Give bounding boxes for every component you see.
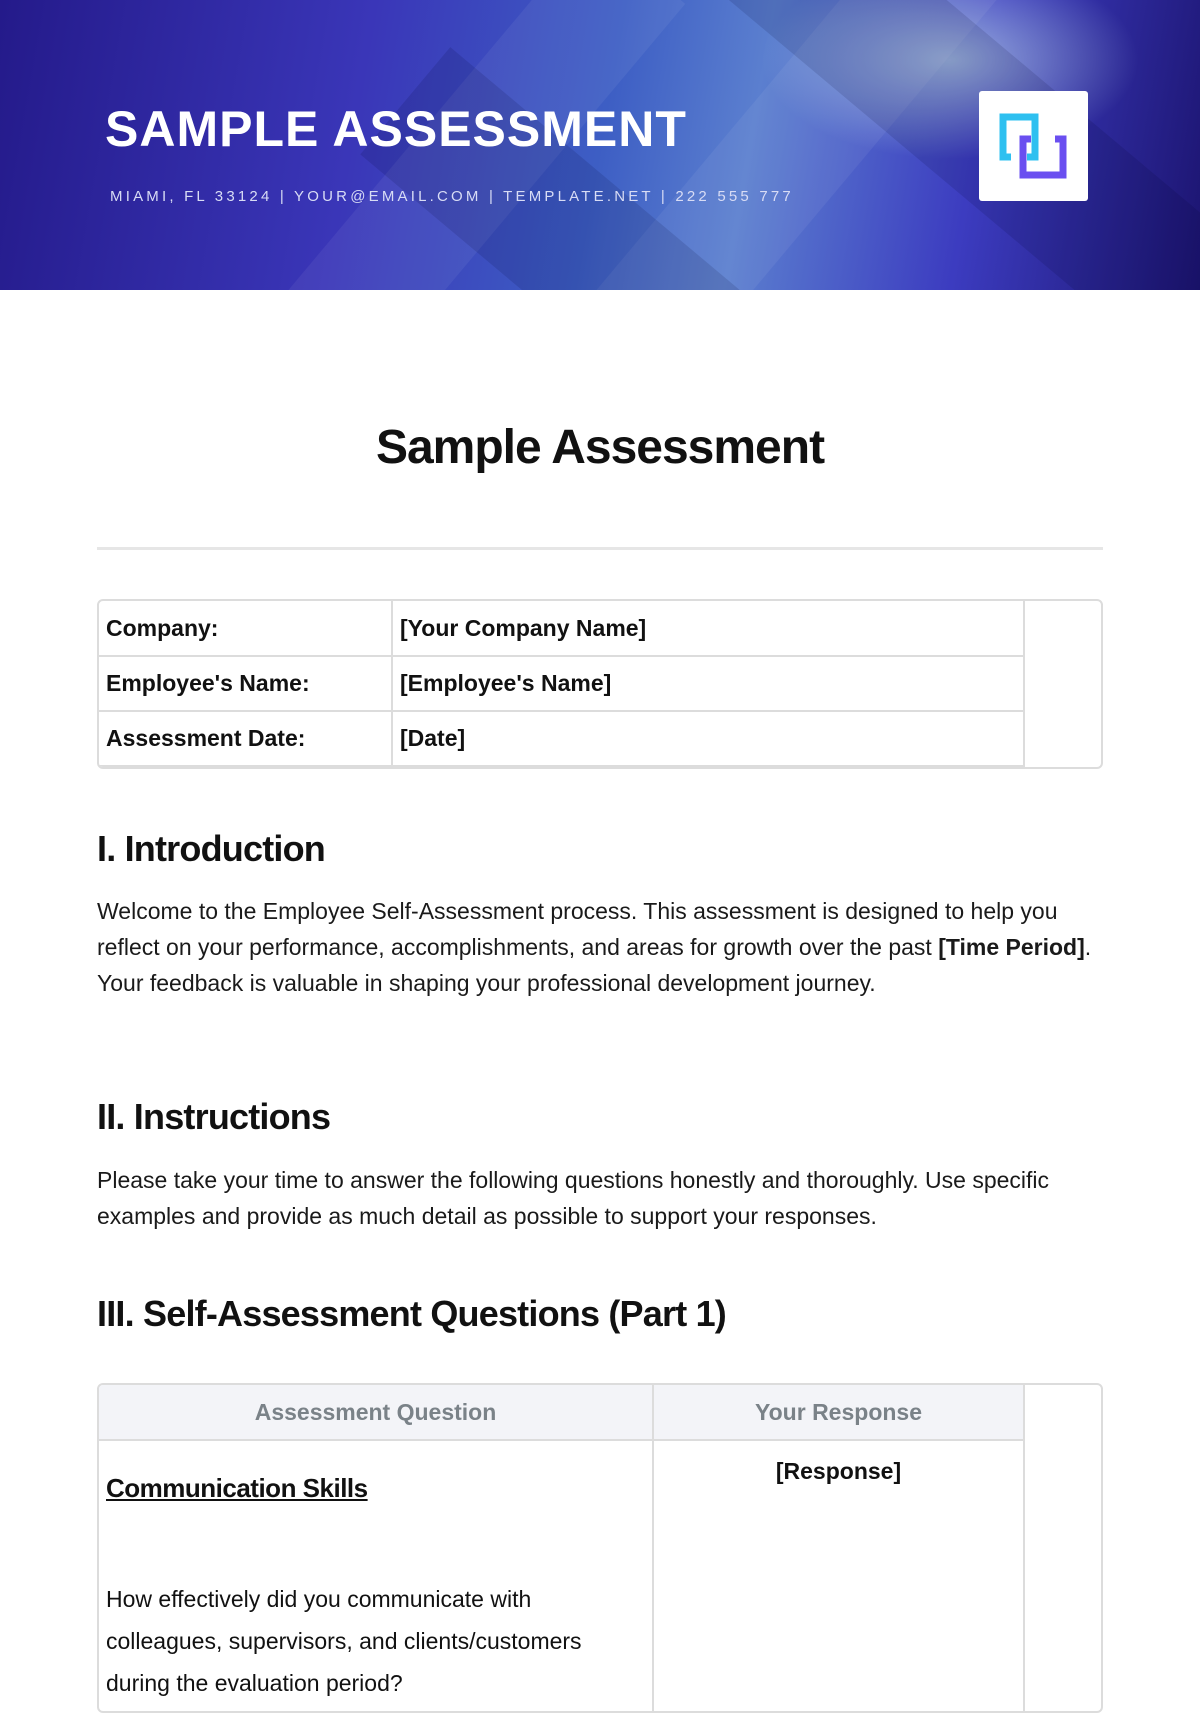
info-label: Company: bbox=[99, 601, 392, 656]
column-header: Assessment Question bbox=[99, 1385, 653, 1440]
instructions-heading: II. Instructions bbox=[97, 1096, 331, 1137]
table-row bbox=[99, 601, 1024, 656]
info-value: [Date] bbox=[392, 711, 1024, 766]
intro-text-part: Welcome to the Employee Self-Assessment process. This assessment is designed to help you reflect on your performance, accomplishments, and areas for growth over the past bbox=[97, 898, 1058, 960]
introduction-text bbox=[97, 893, 1107, 1001]
table-header-row bbox=[99, 1385, 1024, 1440]
banner-contact: MIAMI, FL 33124 | YOUR@EMAIL.COM | TEMPLATE.NET | 222 555 777 bbox=[110, 188, 794, 205]
time-period-placeholder: [Time Period] bbox=[938, 934, 1085, 960]
info-value: [Your Company Name] bbox=[392, 601, 1024, 656]
question-cell bbox=[99, 1440, 653, 1713]
questions-table bbox=[97, 1383, 1103, 1713]
banner-title: SAMPLE ASSESSMENT bbox=[105, 101, 687, 157]
intro-text-part: . Your feedback is valuable in shaping your professional development journey. bbox=[97, 934, 1092, 996]
questions-heading: III. Self-Assessment Questions (Part 1) bbox=[97, 1293, 726, 1334]
introduction-heading: I. Introduction bbox=[97, 828, 325, 869]
company-logo bbox=[979, 91, 1088, 201]
skill-title: Communication Skills bbox=[106, 1473, 368, 1503]
header-banner bbox=[0, 0, 1200, 290]
instructions-text: Please take your time to answer the following questions honestly and thoroughly. Use specific examples and provide as much detail as possible to support your responses. bbox=[97, 1167, 1050, 1229]
table-row bbox=[99, 1440, 1024, 1713]
info-label: Employee's Name: bbox=[99, 656, 392, 711]
response-cell[interactable]: [Response] bbox=[653, 1440, 1024, 1713]
question-text: How effectively did you communicate with colleagues, supervisors, and clients/customers during the evaluation period? bbox=[106, 1586, 582, 1696]
info-label: Assessment Date: bbox=[99, 711, 392, 766]
divider bbox=[97, 547, 1103, 550]
bracket-logo-icon bbox=[979, 91, 1088, 201]
table-row bbox=[99, 711, 1024, 766]
table-row bbox=[99, 656, 1024, 711]
document-title: Sample Assessment bbox=[375, 421, 825, 474]
info-table bbox=[97, 599, 1103, 769]
column-header: Your Response bbox=[653, 1385, 1024, 1440]
info-value: [Employee's Name] bbox=[392, 656, 1024, 711]
